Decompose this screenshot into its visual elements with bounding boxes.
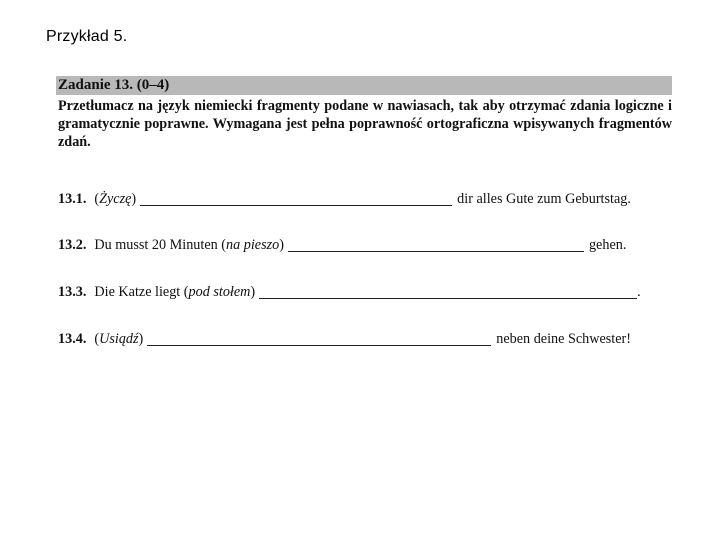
slide-title: Przykład 5. bbox=[46, 28, 128, 45]
task-box bbox=[56, 76, 672, 151]
item-number: 13.3. bbox=[58, 284, 87, 300]
item-hint: (Życzę) bbox=[94, 191, 137, 207]
item-sentence-end: dir alles Gute zum Geburtstag. bbox=[457, 191, 631, 207]
task-header: Zadanie 13. (0–4) bbox=[56, 76, 672, 95]
item-number: 13.4. bbox=[58, 331, 87, 347]
answer-blank[interactable] bbox=[147, 331, 491, 346]
item-sentence-end: . bbox=[637, 284, 641, 300]
item-hint: (na pieszo) bbox=[221, 237, 284, 253]
exercise-item-13-2 bbox=[58, 234, 670, 254]
task-instruction: Przetłumacz na język niemiecki fragmenty podane w nawiasach, tak aby otrzymać zdania logiczne i gramatycznie poprawne. Wymagana jest pełna poprawność ortograficzna wpisywanych fragmentów zdań. bbox=[58, 98, 672, 150]
item-number: 13.1. bbox=[58, 191, 87, 207]
hint-text: na pieszo bbox=[226, 237, 280, 253]
exercise-item-13-4 bbox=[58, 328, 670, 348]
item-hint: (pod stołem) bbox=[183, 284, 256, 300]
item-number: 13.2. bbox=[58, 237, 87, 253]
exercise-item-13-1 bbox=[58, 188, 670, 208]
answer-blank[interactable] bbox=[140, 191, 452, 206]
answer-blank[interactable] bbox=[288, 237, 584, 252]
item-sentence-end: gehen. bbox=[588, 237, 627, 253]
hint-text: Usiądź bbox=[99, 331, 139, 347]
item-sentence-start: Die Katze liegt bbox=[94, 284, 184, 300]
hint-text: pod stołem bbox=[188, 284, 251, 300]
hint-text: Życzę bbox=[99, 191, 132, 207]
item-sentence-start: Du musst 20 Minuten bbox=[94, 237, 222, 253]
item-sentence-end: neben deine Schwester! bbox=[496, 331, 631, 347]
answer-blank[interactable] bbox=[259, 284, 637, 299]
item-hint: (Usiądź) bbox=[94, 331, 144, 347]
exercise-item-13-3 bbox=[58, 281, 670, 301]
